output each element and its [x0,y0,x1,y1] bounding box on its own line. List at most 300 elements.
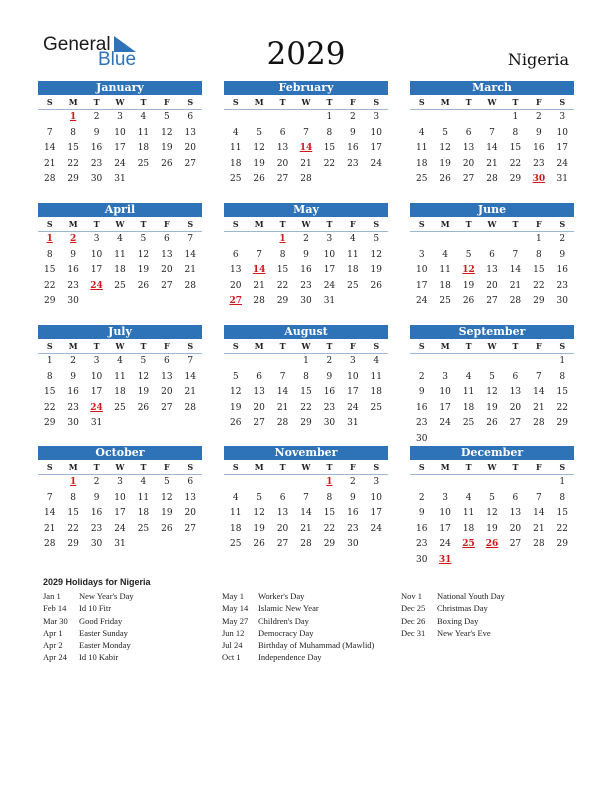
day: 13 [509,387,522,397]
day: 11 [229,143,242,153]
month-august [224,325,388,432]
day: 7 [535,492,542,503]
weekday-label: W [301,219,311,229]
weekday-label: S [232,341,239,351]
day: 9 [303,249,309,260]
week-row [38,491,202,507]
empty-day [247,232,270,248]
weekday-label: S [232,462,239,472]
holiday-item [222,639,374,651]
holiday-day: 14 [299,143,313,153]
holiday-name: New Year's Day [79,591,134,601]
day: 21 [253,280,265,291]
day: 23 [415,418,428,428]
holiday-name: Democracy Day [258,627,314,638]
empty-day [155,294,178,310]
empty-day [132,172,155,188]
week-row [38,370,202,386]
week-row [224,248,388,264]
day: 17 [347,387,359,397]
day: 10 [114,492,126,503]
week-row [224,491,388,507]
day: 25 [439,296,451,306]
week-row [410,263,574,279]
day: 5 [163,477,170,487]
week-row [410,370,574,386]
day: 16 [415,523,428,534]
weekday-label: T [326,462,333,472]
weekday-label: W [301,462,311,472]
day: 14 [486,143,498,153]
logo-text-blue: Blue [98,49,137,70]
empty-day [365,172,388,188]
day: 18 [114,265,126,275]
month-october [38,446,202,553]
day: 22 [323,158,336,169]
day: 15 [509,143,522,153]
day: 27 [509,539,522,549]
day: 29 [556,539,568,549]
day: 10 [439,387,451,397]
holiday-name: Christmas Day [437,603,488,614]
day: 20 [276,158,289,169]
week-row [38,279,202,295]
weekday-label: T [140,462,147,472]
weekday-label: M [440,97,450,107]
day: 7 [187,234,194,244]
day: 2 [535,112,542,122]
empty-day [551,553,574,569]
day: 27 [509,418,522,428]
day: 16 [300,265,312,275]
empty-day [38,110,61,126]
day: 14 [43,143,56,153]
day: 21 [300,523,312,534]
day: 26 [462,296,475,306]
weekday-label: S [418,462,425,472]
day: 31 [323,296,336,306]
day: 30 [67,418,79,428]
day: 8 [326,127,333,138]
day: 7 [489,127,495,138]
day: 10 [370,127,382,138]
weekday-label: T [326,219,333,229]
weekday-label: W [115,341,125,351]
weekday-label: S [46,97,53,107]
day: 31 [114,174,126,184]
day: 29 [67,539,79,549]
week-row [410,416,574,432]
day: 26 [137,402,150,413]
day: 27 [253,418,265,428]
day: 7 [46,127,53,138]
day: 18 [347,265,359,275]
day: 4 [373,356,380,366]
day: 23 [415,539,428,549]
week-row [38,263,202,279]
weekday-label: W [301,97,311,107]
empty-day [527,432,550,448]
day: 8 [559,492,566,503]
day: 11 [114,249,126,260]
weekday-header [410,95,574,110]
empty-day [433,110,456,126]
day: 29 [43,296,56,306]
weekday-label: F [350,97,356,107]
holiday-day: 1 [70,477,77,487]
day: 6 [465,127,472,138]
day: 14 [533,387,545,397]
weekday-label: S [232,219,239,229]
day: 12 [253,143,265,153]
weekday-label: T [279,462,286,472]
weekday-label: M [254,462,264,472]
month-title: December [410,446,574,460]
week-row [224,110,388,126]
holiday-item [401,615,505,627]
weekday-label: S [232,97,239,107]
day: 21 [486,158,498,169]
day: 6 [489,249,495,260]
day: 10 [439,508,451,518]
weekday-label: T [140,341,147,351]
day: 7 [256,249,262,260]
day: 22 [533,280,545,291]
holiday-name: Worker's Day [258,591,305,601]
day: 28 [276,418,289,428]
day: 6 [187,112,194,122]
weekday-label: F [536,97,542,107]
day: 21 [533,523,545,534]
holiday-name: Id 10 Kabir [79,652,119,663]
month-title: August [224,325,388,339]
empty-day [504,232,527,248]
empty-day [38,475,61,491]
day: 25 [415,174,428,184]
day: 16 [347,143,359,153]
day: 1 [559,356,566,366]
empty-day [224,354,247,370]
day: 28 [184,402,196,413]
day: 2 [93,477,100,487]
holiday-name: National Youth Day [437,591,505,601]
empty-day [179,294,202,310]
day: 25 [370,402,382,413]
empty-day [433,354,456,370]
day: 6 [512,371,519,382]
day: 28 [300,174,312,184]
weekday-label: W [487,341,497,351]
week-row [410,279,574,295]
weekday-label: T [279,97,286,107]
week-row [224,416,388,432]
holiday-date: Jul 24 [222,640,243,651]
holiday-column [222,590,374,664]
day: 7 [535,371,542,382]
day: 13 [462,143,475,153]
day: 16 [67,265,79,275]
day: 9 [326,371,333,382]
holiday-day: 1 [326,477,333,487]
empty-day [527,475,550,491]
day: 29 [323,539,336,549]
empty-day [247,354,270,370]
day: 12 [439,143,451,153]
day: 10 [415,265,428,275]
day: 26 [253,539,265,549]
day: 17 [556,143,568,153]
day: 7 [303,127,309,138]
holiday-day: 12 [462,265,475,275]
day: 8 [512,127,519,138]
weekday-label: S [187,341,194,351]
day: 31 [90,418,103,428]
empty-day [504,475,527,491]
empty-day [457,110,480,126]
day: 17 [323,265,336,275]
day: 10 [556,127,568,138]
day: 6 [256,371,262,382]
day: 23 [323,402,336,413]
holiday-date: Feb 14 [43,603,67,614]
empty-day [410,110,433,126]
day: 15 [43,387,56,397]
week-row [224,157,388,173]
week-row [410,506,574,522]
day: 2 [303,234,309,244]
month-title: February [224,81,388,95]
month-july [38,325,202,432]
empty-day [132,294,155,310]
holiday-date: Dec 25 [401,603,426,614]
day: 22 [556,523,568,534]
day: 5 [232,371,239,382]
day: 21 [509,280,522,291]
day: 28 [43,539,56,549]
holiday-date: Mar 30 [43,615,68,626]
day: 15 [43,265,56,275]
holiday-day: 2 [70,234,77,244]
week-row [224,475,388,491]
day: 10 [370,492,382,503]
day: 30 [90,539,103,549]
day: 12 [161,492,173,503]
empty-day [504,354,527,370]
day: 23 [556,280,568,291]
week-row [38,172,202,188]
day: 22 [276,280,289,291]
day: 15 [533,265,545,275]
logo-text-general: General [43,34,111,55]
empty-day [457,354,480,370]
day: 3 [559,112,566,122]
month-september [410,325,574,447]
week-row [224,370,388,386]
weekday-label: T [465,341,472,351]
holiday-name: Birthday of Muhammad (Mawlid) [258,640,375,651]
weekday-label: W [115,97,125,107]
day: 9 [349,127,356,138]
day: 22 [323,523,336,534]
weekday-label: S [46,341,53,351]
weekday-header [38,460,202,475]
day: 21 [43,523,56,534]
weekday-label: M [68,219,78,229]
day: 26 [229,418,242,428]
empty-day [433,432,456,448]
empty-day [318,172,341,188]
day: 8 [326,492,333,503]
day: 6 [232,249,239,260]
day: 11 [370,371,382,382]
empty-day [108,294,131,310]
empty-day [155,172,178,188]
day: 3 [117,112,123,122]
day: 30 [556,296,568,306]
weekday-label: S [373,462,380,472]
day: 15 [556,508,568,518]
week-row [410,537,574,553]
day: 5 [163,112,170,122]
month-title: October [38,446,202,460]
day: 28 [253,296,265,306]
day: 22 [67,523,79,534]
holiday-day: 31 [438,554,452,565]
day: 13 [229,265,242,275]
week-row [410,232,574,248]
day: 25 [229,539,242,549]
empty-day [132,416,155,432]
day: 19 [462,280,475,291]
empty-day [155,537,178,553]
holiday-column [401,590,505,639]
day: 5 [373,234,380,244]
day: 3 [373,477,380,487]
day: 21 [533,402,545,413]
month-title: March [410,81,574,95]
weekday-label: T [140,97,147,107]
day: 9 [93,127,100,138]
day: 24 [347,402,359,413]
empty-day [480,432,503,448]
day: 18 [439,280,451,291]
weekday-label: F [164,97,170,107]
weekday-header [224,95,388,110]
day: 17 [370,143,382,153]
day: 19 [439,158,451,169]
day: 8 [46,249,53,260]
month-title: May [224,203,388,217]
weekday-label: S [373,97,380,107]
week-row [38,126,202,142]
empty-day [179,537,202,553]
weekday-label: W [115,219,125,229]
day: 13 [184,127,196,138]
day: 8 [303,371,309,382]
holiday-item [43,639,134,651]
empty-day [179,172,202,188]
holiday-date: May 14 [222,603,249,614]
day: 30 [67,296,79,306]
day: 9 [349,492,356,503]
holiday-day: 14 [252,265,266,275]
day: 18 [462,402,475,413]
empty-day [504,553,527,569]
day: 29 [67,174,79,184]
day: 28 [533,539,545,549]
week-row [224,537,388,553]
day: 26 [486,418,498,428]
day: 14 [300,508,312,518]
day: 22 [67,158,79,169]
day: 29 [533,296,545,306]
empty-day [480,475,503,491]
weekday-label: F [164,341,170,351]
week-row [410,157,574,173]
day: 22 [556,402,568,413]
weekday-header [38,339,202,354]
weekday-label: S [418,341,425,351]
week-row [410,491,574,507]
day: 8 [535,249,542,260]
day: 10 [90,371,103,382]
day: 13 [161,371,173,382]
day: 30 [415,433,428,444]
day: 23 [533,158,545,169]
holiday-name: Children's Day [258,615,309,626]
day: 24 [415,296,428,306]
week-row [224,294,388,310]
week-row [224,354,388,370]
day: 12 [486,387,498,397]
day: 4 [140,112,147,122]
empty-day [341,172,364,188]
day: 5 [465,249,472,260]
day: 23 [347,158,359,169]
day: 14 [276,387,289,397]
day: 6 [279,492,286,503]
empty-day [132,537,155,553]
day: 17 [439,523,451,534]
day: 31 [556,174,568,184]
day: 17 [114,508,126,518]
weekday-label: M [68,341,78,351]
day: 1 [326,112,333,122]
day: 20 [486,280,498,291]
day: 1 [512,112,519,122]
weekday-label: T [512,219,519,229]
holiday-item [222,615,374,627]
day: 27 [161,280,173,291]
week-row [38,416,202,432]
day: 18 [229,158,242,169]
day: 10 [323,249,336,260]
day: 7 [187,356,194,366]
empty-day [85,294,108,310]
day: 20 [161,387,173,397]
day: 23 [347,523,359,534]
holiday-day: 1 [70,112,77,122]
day: 27 [184,523,196,534]
empty-day [433,475,456,491]
day: 11 [462,508,475,518]
weekday-label: S [373,219,380,229]
day: 5 [489,371,495,382]
country-name: Nigeria [507,50,569,69]
day: 24 [370,523,382,534]
day: 7 [279,371,286,382]
weekday-label: M [254,97,264,107]
